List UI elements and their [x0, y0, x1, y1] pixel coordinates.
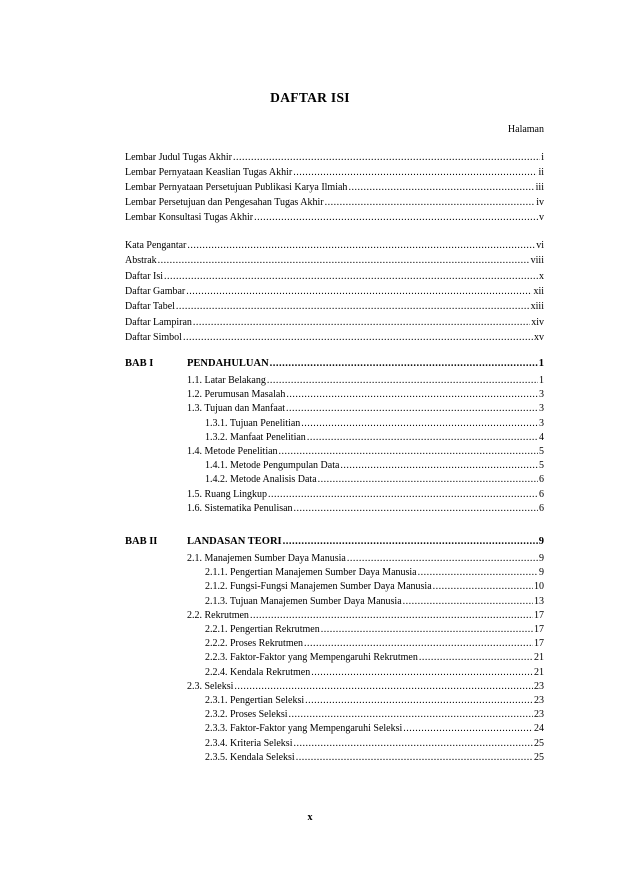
- toc-entry: [205, 708, 544, 721]
- toc-entry: [125, 196, 544, 209]
- toc-entry: [125, 270, 544, 283]
- toc-entry: [125, 211, 544, 224]
- leader-dots: [418, 566, 538, 579]
- toc-entry-label: Lembar Judul Tugas Akhir: [125, 152, 232, 163]
- toc-entry-label: 2.2.2. Proses Rekrutmen: [205, 638, 304, 650]
- toc-entry-label: 1.3.2. Manfaat Penelitian: [205, 431, 306, 443]
- toc-entry: [125, 181, 544, 194]
- toc-entry-label: 1.5. Ruang Lingkup: [187, 488, 267, 500]
- toc-entry: [125, 254, 544, 267]
- toc-entry-page: 17: [534, 638, 544, 650]
- leader-dots: [289, 708, 534, 721]
- toc-entry-page: 25: [534, 751, 544, 763]
- toc-entry-label: Daftar Simbol: [125, 331, 182, 343]
- toc-entry: [205, 595, 544, 608]
- toc-entry-page: 17: [534, 624, 544, 635]
- toc-entry-label: Lembar Pernyataan Keaslian Tugas Akhir: [125, 167, 293, 178]
- halaman-label: Halaman: [507, 124, 544, 135]
- leader-dots: [183, 331, 533, 344]
- toc-entry: [205, 473, 544, 486]
- toc-entry-label: 1.4.2. Metode Analisis Data: [205, 474, 317, 486]
- toc-entry-page: xii: [533, 285, 544, 297]
- leader-dots: [283, 535, 538, 548]
- toc-entry-label: Lembar Konsultasi Tugas Akhir: [125, 212, 254, 223]
- toc-entry: [205, 722, 544, 735]
- toc-entry: [125, 166, 544, 179]
- toc-entry-page: 9: [539, 553, 544, 564]
- leader-dots: [321, 623, 533, 636]
- leader-dots: [158, 254, 530, 267]
- leader-dots: [193, 316, 530, 329]
- toc-entry: [205, 566, 544, 579]
- toc-entry-page: 10: [534, 581, 544, 593]
- leader-dots: [433, 580, 533, 593]
- toc-entry-page: 9: [539, 567, 544, 579]
- toc-entry-page: 3: [539, 403, 544, 415]
- toc-entry-label: 1.4. Metode Penelitian: [187, 446, 278, 457]
- toc-entry-label: 2.3.1. Pengertian Seleksi: [205, 695, 305, 706]
- chapter-heading: [125, 357, 544, 370]
- toc-entry-label: 1.4.1. Metode Pengumpulan Data: [205, 460, 340, 472]
- leader-dots: [347, 552, 538, 565]
- toc-entry-page: iv: [536, 197, 544, 208]
- toc-entry-page: 23: [534, 680, 544, 692]
- toc-entry: [205, 666, 544, 679]
- toc-entry-page: xiii: [530, 301, 544, 313]
- toc-entry-label: 2.1.2. Fungsi-Fungsi Manajemen Sumber Daya Manusia: [205, 581, 432, 593]
- toc-entry: [187, 388, 544, 401]
- toc-entry: [205, 623, 544, 636]
- toc-entry-page: 4: [539, 431, 544, 443]
- chapter-page: 1: [538, 358, 544, 369]
- toc-entry-label: Lembar Pernyataan Persetujuan Publikasi Karya Ilmiah: [125, 182, 348, 193]
- toc-entry-label: Daftar Lampiran: [125, 316, 192, 328]
- toc-entry: [187, 609, 544, 622]
- toc-entry-page: 5: [539, 446, 544, 457]
- toc-entry-page: 3: [539, 417, 544, 429]
- toc-entry-label: 2.3.3. Faktor-Faktor yang Mempengaruhi Seleksi: [205, 723, 403, 735]
- leader-dots: [286, 402, 538, 415]
- leader-dots: [164, 270, 538, 283]
- toc-entry-page: viii: [530, 255, 544, 267]
- leader-dots: [279, 445, 538, 458]
- toc-entry: [125, 239, 544, 252]
- toc-entry-page: xiv: [531, 316, 544, 328]
- toc-entry-page: 13: [534, 595, 544, 607]
- page-number: x: [307, 812, 313, 823]
- leader-dots: [250, 609, 533, 622]
- leader-dots: [286, 388, 538, 401]
- toc-entry: [125, 331, 544, 344]
- toc-entry-label: 2.2.3. Faktor-Faktor yang Mempengaruhi Rekrutmen: [205, 652, 418, 664]
- toc-entry-page: 3: [539, 389, 544, 401]
- toc-entry-page: iii: [535, 182, 544, 193]
- toc-entry-label: 2.1. Manajemen Sumber Daya Manusia: [187, 553, 346, 564]
- toc-entry-label: 1.3.1. Tujuan Penelitian: [205, 417, 301, 429]
- toc-entry-page: 6: [539, 502, 544, 514]
- toc-entry: [187, 374, 544, 387]
- toc-entry-label: 2.3.5. Kendala Seleksi: [205, 751, 295, 763]
- toc-entry: [187, 552, 544, 565]
- toc-entry-label: 2.2. Rekrutmen: [187, 609, 249, 621]
- toc-entry: [205, 751, 544, 764]
- toc-entry-page: ii: [538, 167, 544, 178]
- toc-entry: [205, 651, 544, 664]
- leader-dots: [293, 737, 533, 750]
- toc-entry-page: x: [539, 270, 544, 282]
- toc-entry-page: 25: [534, 737, 544, 749]
- toc-entry-label: 2.1.1. Pengertian Manajemen Sumber Daya Manusia: [205, 567, 417, 579]
- leader-dots: [186, 285, 532, 298]
- toc-entry-page: 23: [534, 709, 544, 721]
- toc-entry: [125, 300, 544, 313]
- toc-entry-page: 6: [539, 474, 544, 486]
- leader-dots: [305, 694, 533, 707]
- chapter-heading: [125, 535, 544, 548]
- leader-dots: [294, 502, 538, 515]
- leader-dots: [318, 473, 538, 486]
- leader-dots: [293, 166, 537, 179]
- chapter-title: PENDAHULUAN: [187, 358, 269, 369]
- toc-entry: [187, 488, 544, 501]
- toc-entry-page: 21: [534, 666, 544, 678]
- toc-entry-label: Daftar Isi: [125, 270, 164, 282]
- toc-entry-label: Lembar Persetujuan dan Pengesahan Tugas Akhir: [125, 197, 324, 208]
- leader-dots: [311, 666, 533, 679]
- toc-entry-label: 2.1.3. Tujuan Manajemen Sumber Daya Manusia: [205, 595, 402, 607]
- leader-dots: [348, 181, 534, 194]
- toc-entry: [125, 151, 544, 164]
- chapter-page: 9: [538, 536, 544, 547]
- toc-entry: [205, 737, 544, 750]
- toc-entry: [205, 417, 544, 430]
- toc-entry-page: 17: [534, 609, 544, 621]
- toc-entry: [187, 402, 544, 415]
- toc-entry-page: xv: [534, 331, 544, 343]
- leader-dots: [296, 751, 533, 764]
- chapter-title: LANDASAN TEORI: [187, 536, 282, 547]
- toc-entry-label: 1.3. Tujuan dan Manfaat: [187, 403, 286, 415]
- leader-dots: [233, 151, 540, 164]
- leader-dots: [307, 431, 538, 444]
- toc-entry-page: 6: [539, 488, 544, 500]
- leader-dots: [325, 196, 536, 209]
- leader-dots: [270, 357, 538, 370]
- toc-entry: [187, 502, 544, 515]
- chapter-number: BAB II: [125, 536, 158, 547]
- toc-entry: [187, 445, 544, 458]
- leader-dots: [254, 211, 538, 224]
- toc-entry-label: Kata Pengantar: [125, 240, 187, 251]
- toc-entry: [205, 431, 544, 444]
- toc-entry-label: 1.1. Latar Belakang: [187, 375, 266, 386]
- toc-entry: [205, 459, 544, 472]
- toc-entry-label: 1.2. Perumusan Masalah: [187, 389, 286, 401]
- toc-entry: [125, 285, 544, 298]
- toc-entry-page: i: [541, 152, 544, 163]
- leader-dots: [340, 459, 538, 472]
- toc-entry-label: Daftar Tabel: [125, 301, 175, 313]
- toc-entry: [125, 316, 544, 329]
- leader-dots: [267, 374, 538, 387]
- toc-entry-label: 2.2.4. Kendala Rekrutmen: [205, 666, 311, 678]
- toc-entry-page: vi: [536, 240, 544, 251]
- toc-entry-page: 5: [539, 460, 544, 472]
- toc-entry-label: 2.3. Seleksi: [187, 680, 234, 692]
- toc-entry-page: v: [539, 212, 544, 223]
- toc-entry-label: Abstrak: [125, 255, 157, 267]
- leader-dots: [403, 722, 533, 735]
- toc-entry-label: 1.6. Sistematika Penulisan: [187, 502, 293, 514]
- toc-entry: [187, 680, 544, 693]
- leader-dots: [187, 239, 535, 252]
- leader-dots: [176, 300, 530, 313]
- leader-dots: [234, 680, 533, 693]
- toc-entry-label: 2.2.1. Pengertian Rekrutmen: [205, 624, 320, 635]
- toc-entry-page: 23: [534, 695, 544, 706]
- toc-entry-label: 2.3.2. Proses Seleksi: [205, 709, 288, 721]
- leader-dots: [419, 651, 533, 664]
- toc-entry-page: 24: [534, 723, 544, 735]
- toc-entry: [205, 580, 544, 593]
- toc-entry: [205, 694, 544, 707]
- leader-dots: [403, 595, 533, 608]
- toc-entry-label: Daftar Gambar: [125, 285, 186, 297]
- leader-dots: [268, 488, 538, 501]
- toc-entry-page: 21: [534, 652, 544, 664]
- leader-dots: [304, 637, 533, 650]
- leader-dots: [301, 417, 538, 430]
- page-title: DAFTAR ISI: [270, 90, 350, 105]
- toc-entry-label: 2.3.4. Kriteria Seleksi: [205, 737, 293, 749]
- toc-entry-page: 1: [539, 375, 544, 386]
- toc-entry: [205, 637, 544, 650]
- chapter-number: BAB I: [125, 358, 154, 369]
